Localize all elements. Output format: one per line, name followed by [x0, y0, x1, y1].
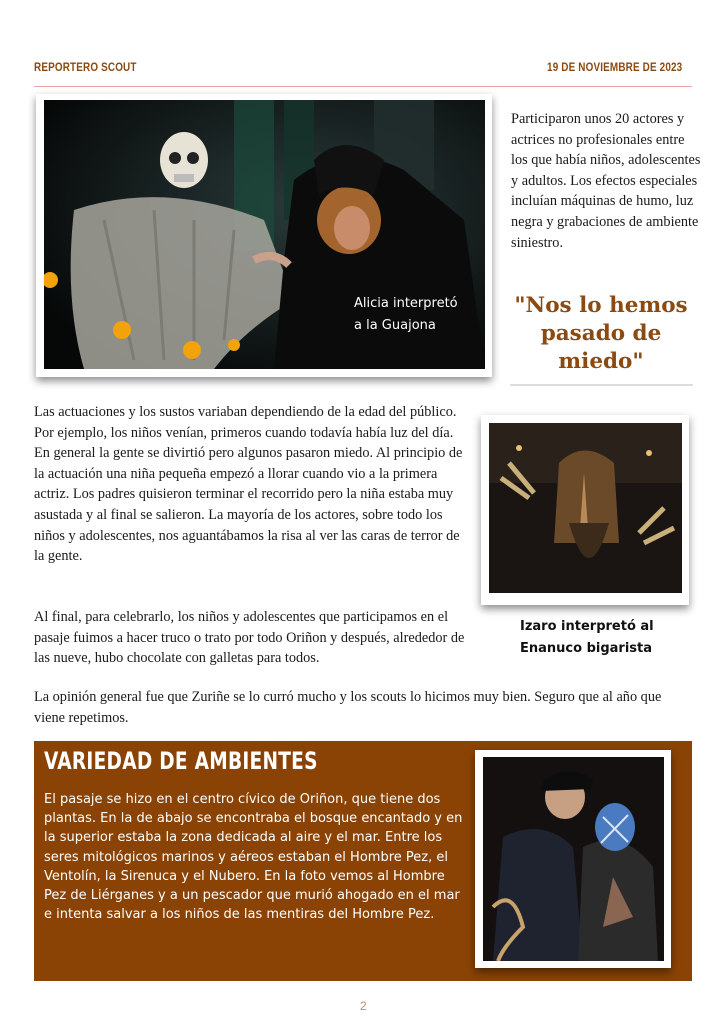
photo-enanuco-caption	[520, 616, 654, 660]
publication-name: REPORTERO SCOUT	[34, 62, 137, 74]
issue-date: 19 DE NOVIEMBRE DE 2023	[546, 62, 682, 74]
caption-line: Izaro interpretó al	[520, 619, 654, 634]
photo-guajona-caption	[354, 293, 458, 337]
photo-enanuco-frame	[481, 415, 689, 605]
pull-quote-divider	[510, 384, 693, 386]
sidebar-box	[34, 741, 692, 981]
photo-hombre-pez-frame	[475, 750, 671, 968]
caption-line: a la Guajona	[354, 318, 436, 333]
body-paragraph: Al final, para celebrarlo, los niños y adolescentes que participamos en el pasaje fuimos a hacer truco o trato por todo Oriñon y después, alrededor de las nueve, hubo chocolate con galletas para todos.	[34, 609, 465, 667]
header-divider	[34, 86, 692, 87]
caption-line: Enanuco bigarista	[520, 641, 653, 656]
intro-paragraph: Participaron unos 20 actores y actrices no profesionales entre los que había niños, adolescentes y adultos. Los efectos especiales incluían máquinas de humo, luz negra y grabaciones de ambiente siniestro.	[511, 111, 701, 251]
sidebar-text: El pasaje se hizo en el centro cívico de Oriñon, que tiene dos plantas. En la de abajo se encontraba el bosque encantado y en la superior estaba la zona dedicada al aire y el mar. Entre los seres mitológicos marinos y aéreos estaban el Hombre Pez, el Ventolín, la Sirenuca y el Nubero. En la foto vemos al Hombre Pez de Liérganes y a un pescador que murió ahogado en el mar e intenta salvar a los niños de las mentiras del Hombre Pez.	[44, 792, 463, 923]
photo-enanuco	[489, 423, 682, 593]
photo-hombre-pez	[483, 757, 664, 961]
caption-line: Alicia interpretó	[354, 296, 458, 311]
page-number: 2	[360, 999, 367, 1013]
photo-guajona-frame	[36, 94, 492, 377]
body-paragraph: Las actuaciones y los sustos variaban dependiendo de la edad del público. Por ejemplo, los niños venían, primeros cuando todavía había luz del día. En general la gente se divirtió pero algunos pasaron miedo. Al principio de la actuación una niña pequeña empezó a llorar cuando vio a la primera actriz. Los padres quisieron terminar el recorrido pero la niña estaba muy asustada y al final se salieron. La mayoría de los actores, sobre todo los niños y adolescentes, nos aguantábamos la risa al ver las caras de terror de la gente.	[34, 404, 463, 565]
pull-quote: "Nos lo hemos pasado de miedo"	[514, 293, 688, 374]
body-paragraph: La opinión general fue que Zuriñe se lo curró mucho y los scouts lo hicimos muy bien. Seguro que al año que viene repetimos.	[34, 689, 662, 726]
sidebar-title: VARIEDAD DE AMBIENTES	[44, 747, 318, 775]
